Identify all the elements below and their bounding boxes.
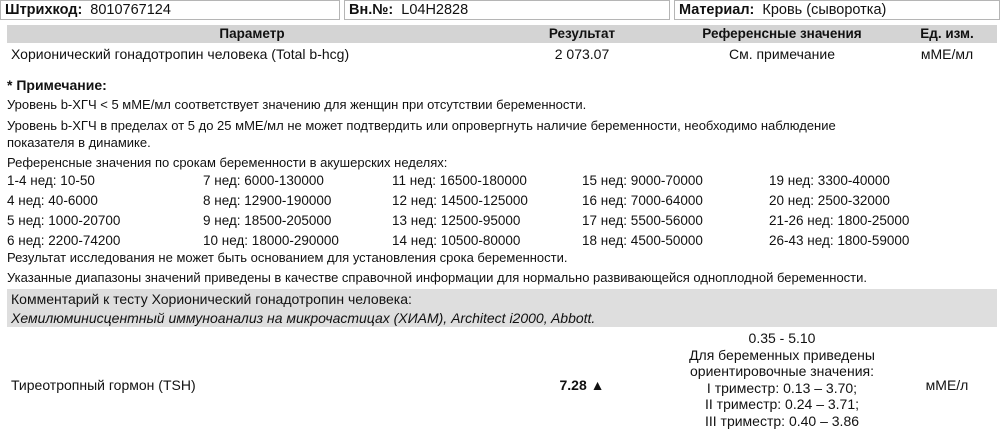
week-cell: 10 нед: 18000-290000	[203, 233, 339, 248]
week-cell: 11 нед: 16500-180000	[392, 173, 527, 188]
barcode-value: 8010767124	[90, 2, 171, 18]
report-header	[0, 0, 1000, 20]
week-cell: 16 нед: 7000-64000	[582, 193, 703, 208]
column-header-result: Результат	[548, 26, 616, 41]
note-line-2b: показателя в динамике.	[7, 135, 151, 150]
ext-no-cell	[344, 0, 670, 20]
week-cell: 14 нед: 10500-80000	[392, 233, 521, 248]
week-cell: 12 нед: 14500-125000	[392, 193, 528, 208]
barcode-label: Штрихкод:	[5, 2, 83, 18]
tsh-result: 7.28 ▲	[559, 377, 605, 393]
tsh-reference-line: I триместр: 0.13 – 3.70;	[706, 379, 858, 396]
week-cell: 21-26 нед: 1800-25000	[769, 213, 910, 228]
hcg-unit: мМЕ/мл	[920, 46, 974, 62]
week-cell: 19 нед: 3300-40000	[769, 173, 890, 188]
ext-no-value: L04H2828	[401, 2, 469, 18]
column-header-reference: Референсные значения	[702, 26, 862, 41]
week-cell: 4 нед: 40-6000	[7, 193, 98, 208]
hcg-reference: См. примечание	[728, 46, 836, 62]
material-value: Кровь (сыворотка)	[762, 2, 887, 18]
ext-no-label: Вн.№:	[349, 2, 394, 18]
column-header-parameter: Параметр	[219, 26, 285, 41]
tsh-reference-line: III триместр: 0.40 – 3.86	[704, 412, 860, 429]
table-row	[7, 43, 997, 65]
week-cell: 20 нед: 2500-32000	[769, 193, 890, 208]
hcg-result: 2 073.07	[554, 46, 610, 62]
material-label: Материал:	[679, 2, 755, 18]
test-comment	[7, 289, 997, 327]
week-cell: 13 нед: 12500-95000	[392, 213, 521, 228]
note-line-4: Результат исследования не может быть основанием для установления срока беременности.	[7, 250, 568, 265]
week-cell: 17 нед: 5500-56000	[582, 213, 703, 228]
week-cell: 8 нед: 12900-190000	[203, 193, 332, 208]
week-cell: 7 нед: 6000-130000	[203, 173, 324, 188]
tsh-reference-line: 0.35 - 5.10	[748, 330, 816, 346]
note-line-1: Уровень b-ХГЧ < 5 мМЕ/мл соответствует значению для женщин при отсутствии беременности.	[7, 97, 587, 112]
table-row	[7, 330, 997, 445]
tsh-unit: мМЕ/л	[925, 377, 969, 393]
week-cell: 9 нед: 18500-205000	[203, 213, 332, 228]
tsh-reference	[667, 330, 897, 429]
week-cell: 1-4 нед: 10-50	[7, 173, 95, 188]
week-cell: 18 нед: 4500-50000	[582, 233, 703, 248]
week-cell: 15 нед: 9000-70000	[582, 173, 703, 188]
note-line-2a: Уровень b-ХГЧ в пределах от 5 до 25 мМЕ/мл не может подтвердить или опровергнуть наличие беременности, необходимо наблюдение	[7, 118, 836, 133]
tsh-parameter: Тиреотропный гормон (TSH)	[11, 377, 196, 393]
note-title: * Примечание:	[7, 77, 107, 93]
comment-title: Комментарий к тесту Хорионический гонадотропин человека:	[11, 291, 412, 307]
material-cell	[674, 0, 1000, 20]
table-header	[7, 25, 997, 43]
barcode-cell	[0, 0, 340, 20]
week-cell: 6 нед: 2200-74200	[7, 233, 121, 248]
comment-method: Хемилюминисцентный иммуноанализ на микрочастицах (ХИАМ), Architect i2000, Abbott.	[11, 310, 596, 326]
week-cell: 26-43 нед: 1800-59000	[769, 233, 910, 248]
tsh-reference-line: II триместр: 0.24 – 3.71;	[704, 396, 860, 412]
tsh-reference-line: ориентировочные значения:	[690, 363, 874, 379]
note-line-3: Референсные значения по срокам беременности в акушерских неделях:	[7, 155, 448, 170]
week-cell: 5 нед: 1000-20700	[7, 213, 121, 228]
note-line-5: Указанные диапазоны значений приведены в качестве справочной информации для нормально развивающейся одноплодной беременности.	[7, 270, 868, 285]
hcg-parameter: Хорионический гонадотропин человека (Total b-hcg)	[11, 46, 350, 62]
tsh-reference-line: Для беременных приведены	[689, 346, 875, 363]
column-header-unit: Ед. изм.	[920, 26, 974, 41]
